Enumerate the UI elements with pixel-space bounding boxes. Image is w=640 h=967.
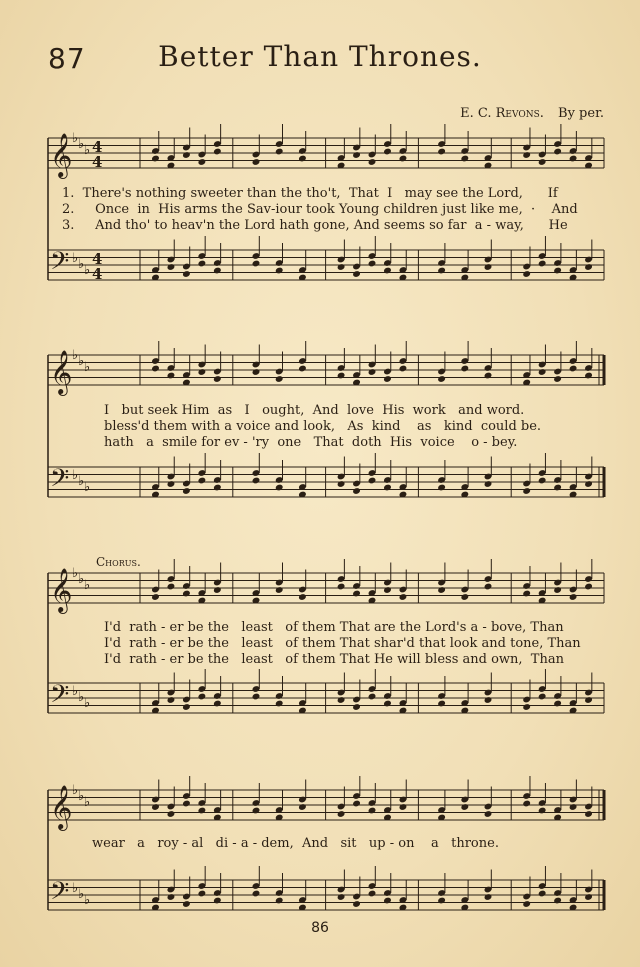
flat-icon: ♭ — [72, 251, 79, 266]
treble-note — [399, 155, 408, 163]
flat-icon: ♭ — [72, 684, 79, 699]
treble-note — [182, 151, 191, 159]
bass-note — [437, 267, 446, 275]
treble-note — [298, 803, 307, 811]
bass-note — [337, 696, 346, 704]
flat-icon: ♭ — [84, 795, 91, 810]
treble-note — [167, 583, 176, 591]
treble-note — [569, 593, 578, 601]
time-signature: 4 — [92, 153, 103, 171]
treble-note — [484, 583, 493, 591]
chorus-label: Chorus. — [96, 555, 141, 569]
treble-note — [569, 365, 578, 373]
time-signature: 4 — [92, 138, 103, 156]
bass-note — [337, 263, 346, 271]
treble-clef-icon: 𝄞 — [50, 350, 73, 394]
treble-note — [252, 368, 261, 376]
bass-clef-icon: 𝄢 — [50, 464, 70, 499]
treble-note — [167, 372, 176, 380]
bass-note — [167, 696, 176, 704]
treble-note — [252, 807, 261, 815]
flat-icon: ♭ — [78, 474, 85, 489]
hymn-number: 87 — [48, 42, 86, 75]
bass-note — [484, 263, 493, 271]
bass-note — [167, 893, 176, 901]
author-name: E. C. Revons. — [460, 106, 544, 121]
treble-note — [352, 590, 361, 598]
bass-note — [275, 700, 284, 708]
bass-note — [484, 893, 493, 901]
flat-icon: ♭ — [84, 480, 91, 495]
treble-note — [399, 803, 408, 811]
bass-note — [213, 897, 222, 905]
lyric-line: hath a smile for ev - 'ry one That doth His voice o - bey. — [104, 435, 518, 450]
treble-note — [538, 158, 547, 166]
bass-note — [352, 900, 361, 908]
treble-note — [584, 810, 593, 818]
lyric-line: I'd rath - er be the least of them That shar'd that look and tone, Than — [104, 636, 581, 651]
treble-note — [522, 590, 531, 598]
treble-note — [337, 810, 346, 818]
treble-note — [437, 375, 446, 383]
treble-note — [213, 586, 222, 594]
bass-note — [337, 480, 346, 488]
bass-note — [553, 484, 562, 492]
bass-note — [383, 897, 392, 905]
treble-note — [182, 590, 191, 598]
bass-note — [352, 270, 361, 278]
treble-note — [383, 586, 392, 594]
treble-note — [538, 807, 547, 815]
treble-note — [252, 158, 261, 166]
flat-icon: ♭ — [84, 360, 91, 375]
treble-note — [167, 810, 176, 818]
treble-note — [368, 158, 377, 166]
bass-note — [198, 890, 207, 898]
treble-note — [484, 810, 493, 818]
treble-note — [337, 583, 346, 591]
lyric-line: I'd rath - er be the least of them That He will bless and own, Than — [104, 652, 564, 667]
bass-note — [198, 693, 207, 701]
flat-icon: ♭ — [78, 690, 85, 705]
bass-note — [182, 270, 191, 278]
bass-note — [522, 900, 531, 908]
treble-clef-icon: 𝄞 — [50, 568, 73, 612]
treble-note — [383, 375, 392, 383]
treble-note — [298, 155, 307, 163]
bass-clef-icon: 𝄢 — [50, 680, 70, 715]
treble-note — [352, 151, 361, 159]
treble-note — [460, 365, 469, 373]
bass-note — [522, 270, 531, 278]
treble-note — [522, 151, 531, 159]
bass-note — [275, 484, 284, 492]
bass-note — [584, 893, 593, 901]
lyric-line: 2. Once in His arms the Sav-iour took Young children just like me, · And — [62, 202, 578, 217]
bass-note — [368, 890, 377, 898]
bass-note — [383, 267, 392, 275]
flat-icon: ♭ — [84, 696, 91, 711]
treble-note — [569, 803, 578, 811]
bass-note — [484, 480, 493, 488]
bass-note — [484, 696, 493, 704]
bass-note — [213, 484, 222, 492]
treble-note — [275, 148, 284, 156]
bass-note — [252, 260, 261, 268]
bass-note — [352, 487, 361, 495]
flat-icon: ♭ — [78, 572, 85, 587]
bass-note — [522, 703, 531, 711]
treble-note — [383, 148, 392, 156]
bass-note — [213, 700, 222, 708]
treble-note — [460, 155, 469, 163]
bass-clef-icon: 𝄢 — [50, 247, 70, 282]
treble-note — [275, 375, 284, 383]
flat-icon: ♭ — [84, 578, 91, 593]
bass-note — [182, 703, 191, 711]
bass-note — [368, 477, 377, 485]
flat-icon: ♭ — [78, 887, 85, 902]
lyric-line: I'd rath - er be the least of them That are the Lord's a - bove, Than — [104, 620, 564, 635]
bass-note — [584, 696, 593, 704]
page-number: 86 — [311, 920, 329, 936]
lyric-line: I but seek Him as I ought, And love His work and word. — [104, 403, 525, 418]
flat-icon: ♭ — [78, 257, 85, 272]
bass-note — [522, 487, 531, 495]
bass-note — [167, 480, 176, 488]
treble-note — [198, 368, 207, 376]
bass-note — [198, 260, 207, 268]
treble-note — [584, 583, 593, 591]
bass-note — [538, 890, 547, 898]
flat-icon: ♭ — [78, 137, 85, 152]
bass-note — [553, 700, 562, 708]
treble-note — [553, 586, 562, 594]
treble-note — [584, 372, 593, 380]
treble-note — [298, 365, 307, 373]
flat-icon: ♭ — [84, 263, 91, 278]
treble-note — [437, 586, 446, 594]
bass-note — [198, 477, 207, 485]
bass-note — [584, 480, 593, 488]
lyric-line: wear a roy - al di - a - dem, And sit up - on a throne. — [92, 836, 499, 851]
treble-note — [522, 800, 531, 808]
flat-icon: ♭ — [72, 881, 79, 896]
treble-note — [298, 593, 307, 601]
bass-note — [252, 477, 261, 485]
bass-note — [584, 263, 593, 271]
treble-note — [275, 586, 284, 594]
treble-note — [352, 800, 361, 808]
flat-icon: ♭ — [72, 348, 79, 363]
bass-note — [252, 693, 261, 701]
bass-note — [252, 890, 261, 898]
bass-note — [553, 267, 562, 275]
treble-note — [213, 148, 222, 156]
bass-note — [213, 267, 222, 275]
bass-note — [352, 703, 361, 711]
treble-note — [151, 803, 160, 811]
treble-note — [182, 800, 191, 808]
lyric-line: bless'd them with a voice and look, As kind as kind could be. — [104, 419, 542, 434]
treble-note — [213, 375, 222, 383]
time-signature: 4 — [92, 265, 103, 283]
permission-note: By per. — [558, 106, 604, 121]
treble-note — [484, 372, 493, 380]
treble-note — [399, 365, 408, 373]
bass-note — [437, 484, 446, 492]
bass-note — [437, 897, 446, 905]
lyric-line: 1. There's nothing sweeter than the tho't, That I may see the Lord, If — [62, 186, 558, 201]
treble-note — [151, 155, 160, 163]
treble-note — [198, 158, 207, 166]
treble-note — [337, 372, 346, 380]
treble-note — [198, 807, 207, 815]
flat-icon: ♭ — [84, 143, 91, 158]
bass-note — [368, 693, 377, 701]
bass-note — [383, 484, 392, 492]
hymn-title: Better Than Thrones. — [158, 40, 482, 73]
bass-note — [553, 897, 562, 905]
treble-note — [399, 593, 408, 601]
treble-clef-icon: 𝄞 — [50, 133, 73, 177]
flat-icon: ♭ — [78, 789, 85, 804]
treble-note — [151, 365, 160, 373]
bass-note — [538, 693, 547, 701]
treble-note — [368, 368, 377, 376]
bass-note — [368, 260, 377, 268]
treble-note — [553, 375, 562, 383]
treble-note — [553, 148, 562, 156]
bass-note — [275, 897, 284, 905]
flat-icon: ♭ — [72, 783, 79, 798]
bass-note — [437, 700, 446, 708]
bass-note — [275, 267, 284, 275]
flat-icon: ♭ — [78, 354, 85, 369]
treble-note — [569, 155, 578, 163]
bass-note — [182, 900, 191, 908]
treble-clef-icon: 𝄞 — [50, 785, 73, 829]
treble-note — [151, 593, 160, 601]
bass-note — [337, 893, 346, 901]
flat-icon: ♭ — [72, 468, 79, 483]
flat-icon: ♭ — [84, 893, 91, 908]
lyric-line: 3. And tho' to heav'n the Lord hath gone, And seems so far a - way, He — [62, 218, 568, 233]
bass-note — [538, 477, 547, 485]
treble-note — [460, 803, 469, 811]
bass-clef-icon: 𝄢 — [50, 877, 70, 912]
bass-note — [383, 700, 392, 708]
time-signature: 4 — [92, 250, 103, 268]
treble-note — [538, 368, 547, 376]
flat-icon: ♭ — [72, 131, 79, 146]
bass-note — [182, 487, 191, 495]
flat-icon: ♭ — [72, 566, 79, 581]
bass-note — [167, 263, 176, 271]
treble-note — [368, 807, 377, 815]
treble-note — [437, 148, 446, 156]
bass-note — [538, 260, 547, 268]
treble-note — [460, 593, 469, 601]
